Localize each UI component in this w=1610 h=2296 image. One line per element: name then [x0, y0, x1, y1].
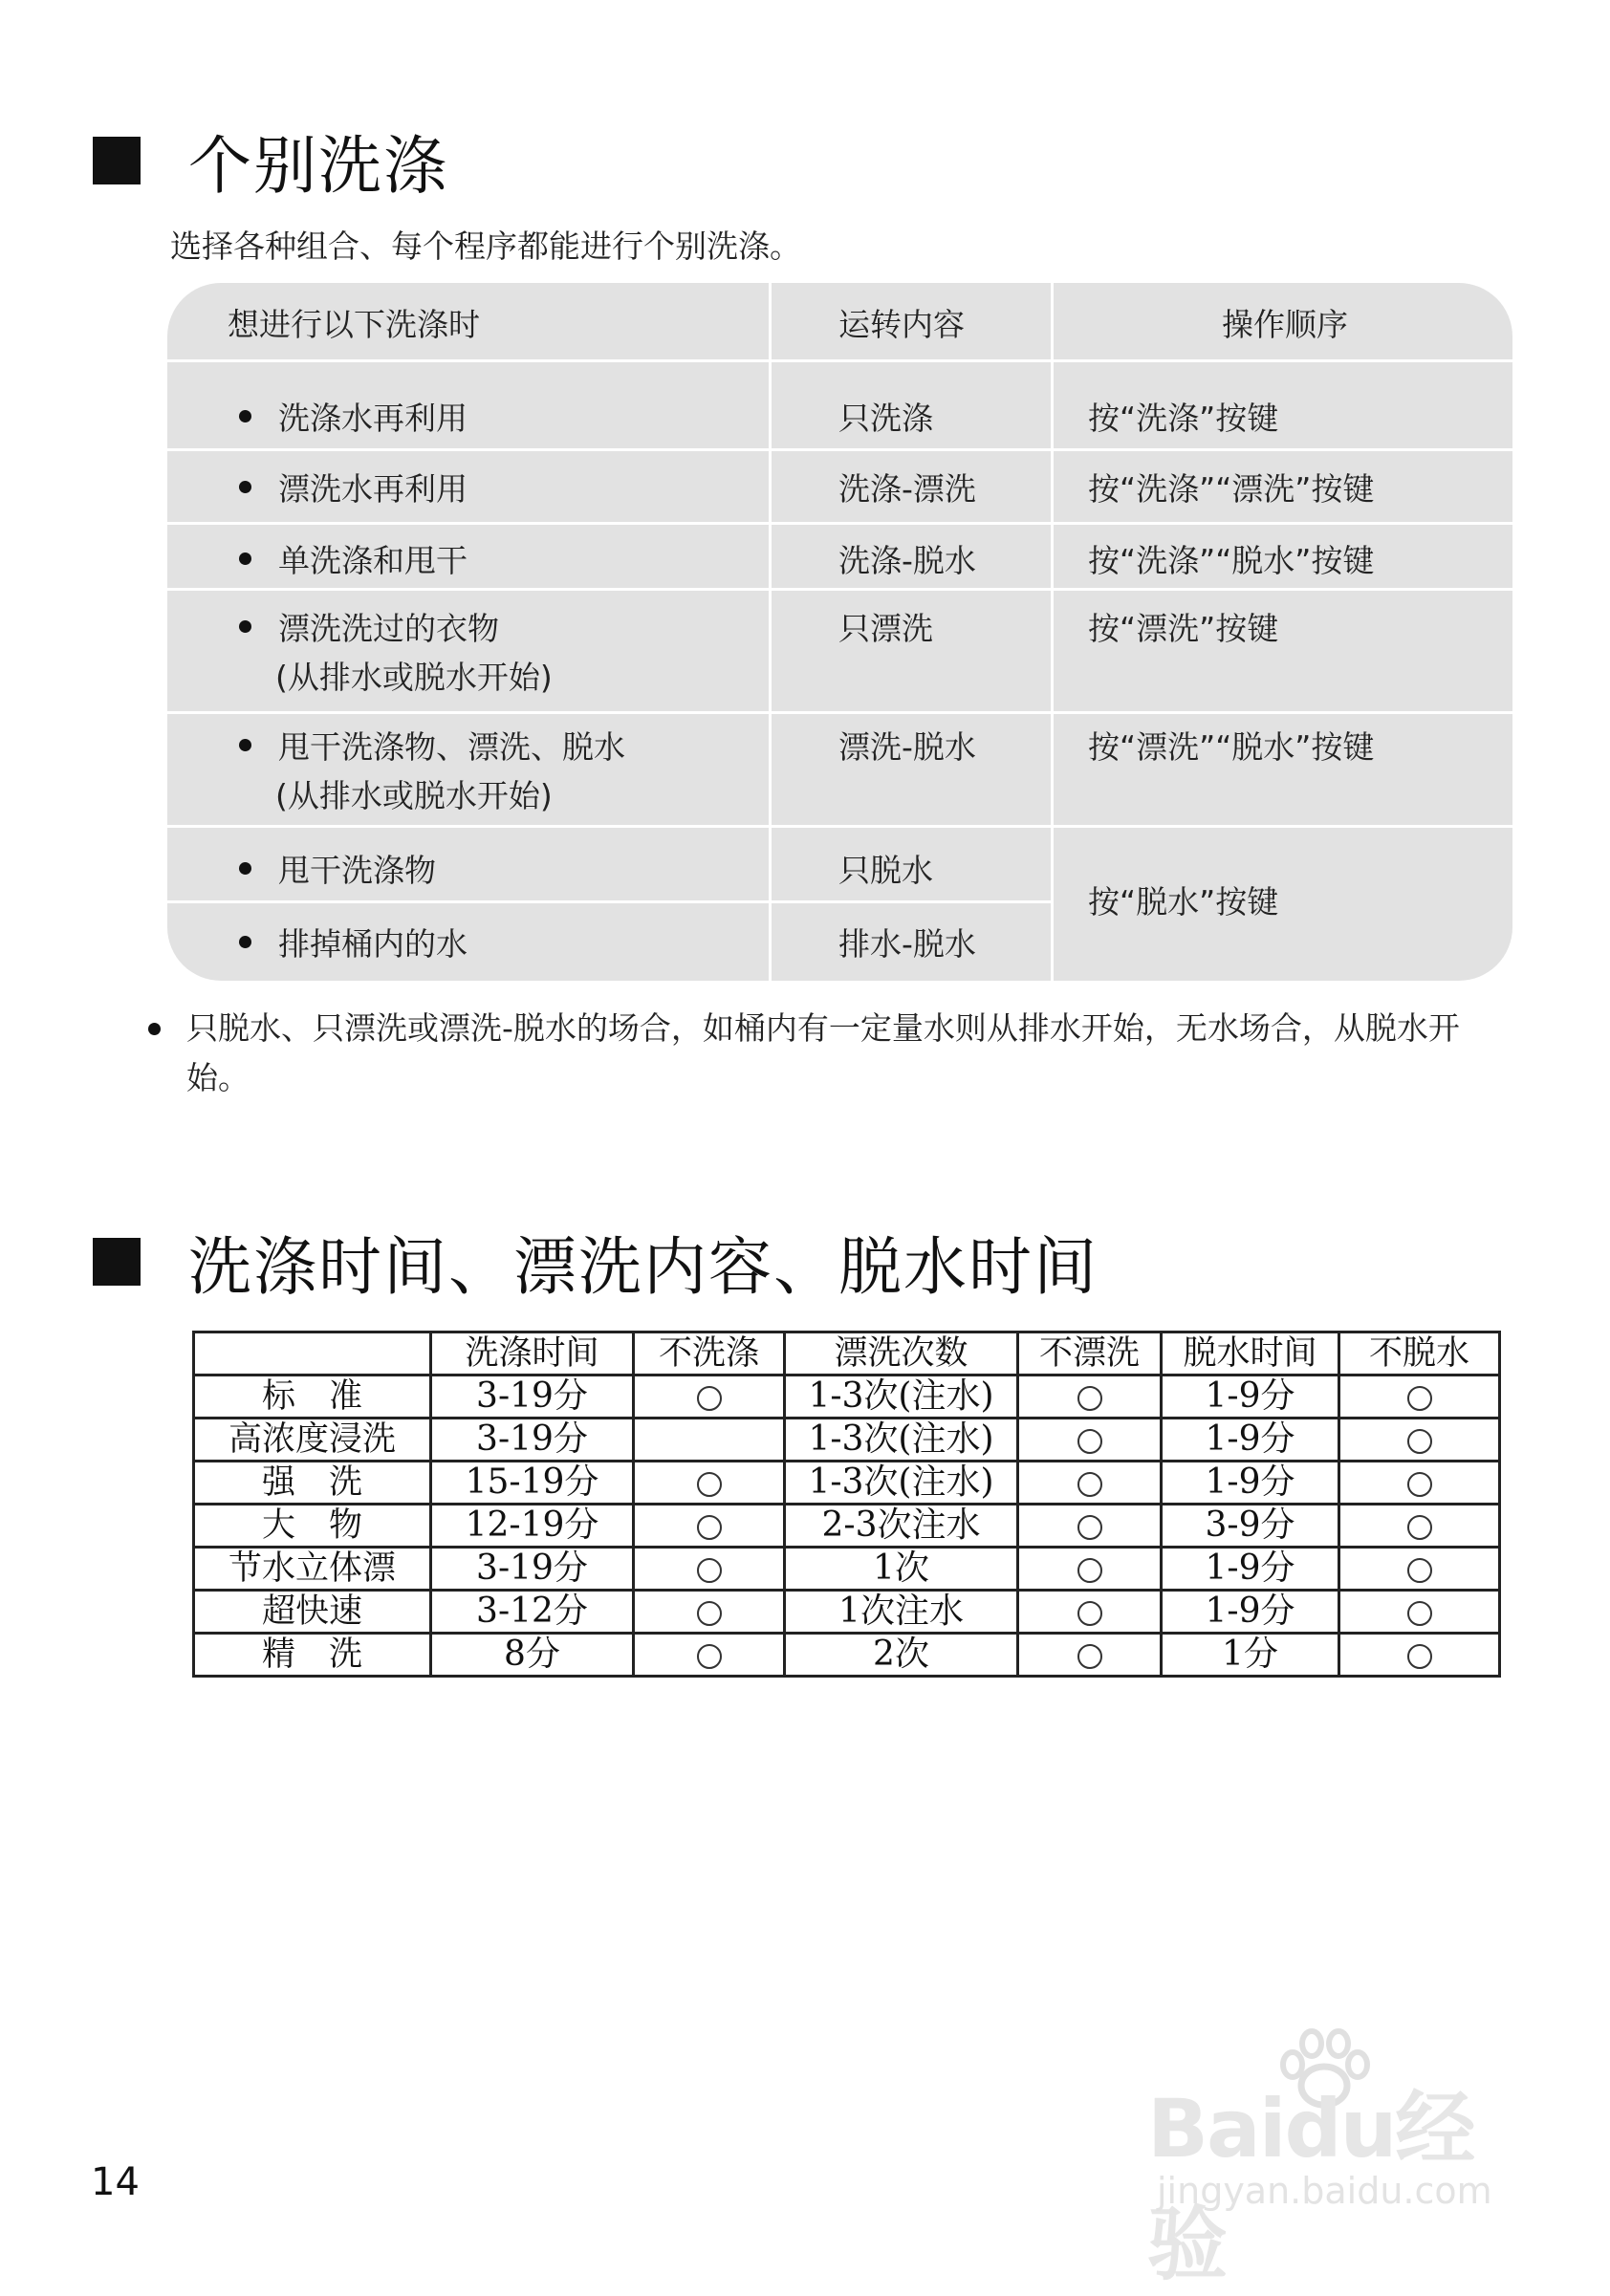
program-name: 节水立体漂 — [194, 1548, 431, 1591]
circle-icon — [1407, 1601, 1432, 1626]
row-content: 排水-脱水 — [838, 925, 976, 963]
no-rinse-mark — [1018, 1591, 1162, 1634]
row-divider — [167, 825, 1512, 828]
circle-icon — [697, 1644, 722, 1669]
no-wash-mark — [634, 1419, 785, 1462]
no-spin-mark — [1339, 1419, 1500, 1462]
header-operation: 操作顺序 — [1222, 306, 1348, 343]
bullet-icon — [239, 620, 251, 633]
spin-time: 1-9分 — [1162, 1591, 1339, 1634]
bullet-icon — [239, 410, 251, 422]
program-name: 大 物 — [194, 1505, 431, 1548]
row-operation: 按“脱水”按键 — [1088, 883, 1279, 921]
row-what — [239, 394, 468, 439]
circle-icon — [1407, 1558, 1432, 1583]
circle-icon — [697, 1515, 722, 1540]
no-spin-mark — [1339, 1548, 1500, 1591]
header-what: 想进行以下洗涤时 — [228, 306, 480, 343]
row-divider — [167, 522, 1512, 525]
row-what-text: 漂洗水再利用 — [278, 470, 468, 508]
row-divider — [167, 711, 1512, 714]
row-what-text: 洗涤水再利用 — [278, 400, 468, 437]
no-wash-mark — [634, 1375, 785, 1419]
section-intro: 选择各种组合、每个程序都能进行个别洗涤。 — [170, 227, 801, 265]
row-what-text: 甩干洗涤物、漂洗、脱水 — [278, 728, 625, 766]
section-heading-times — [93, 1216, 1099, 1307]
circle-icon — [1077, 1429, 1102, 1454]
row-what-sub: (从排水或脱水开始) — [275, 659, 553, 696]
footnote-text: 只脱水、只漂洗或漂洗-脱水的场合，如桶内有一定量水则从排水开始，无水场合，从脱水开始。 — [186, 1009, 1460, 1096]
table-header-row — [194, 1332, 1500, 1375]
circle-icon — [697, 1558, 722, 1583]
no-rinse-mark — [1018, 1548, 1162, 1591]
watermark — [1147, 2026, 1530, 2291]
header-rinse-count: 漂洗次数 — [785, 1332, 1018, 1375]
row-what — [239, 465, 468, 509]
row-content: 只脱水 — [838, 852, 933, 889]
row-content: 只漂洗 — [838, 610, 933, 647]
watermark-main: Baidu经验 — [1147, 2082, 1474, 2291]
spin-time: 1-9分 — [1162, 1419, 1339, 1462]
row-what-text: 漂洗洗过的衣物 — [278, 610, 499, 647]
program-name: 超快速 — [194, 1591, 431, 1634]
no-wash-mark — [634, 1591, 785, 1634]
wash-time: 8分 — [431, 1634, 634, 1677]
table-row — [194, 1505, 1500, 1548]
no-rinse-mark — [1018, 1634, 1162, 1677]
no-rinse-mark — [1018, 1462, 1162, 1505]
row-what — [239, 536, 468, 581]
program-name: 高浓度浸洗 — [194, 1419, 431, 1462]
rinse-count: 1次 — [785, 1548, 1018, 1591]
watermark-sub: jingyan.baidu.com — [1157, 2170, 1492, 2212]
table-row — [194, 1419, 1500, 1462]
wash-time: 3-19分 — [431, 1375, 634, 1419]
header-content: 运转内容 — [838, 306, 965, 343]
row-content: 只洗涤 — [838, 400, 933, 437]
row-what-text: 排掉桶内的水 — [278, 925, 468, 963]
circle-icon — [1077, 1601, 1102, 1626]
program-name: 精 洗 — [194, 1634, 431, 1677]
spin-time: 1-9分 — [1162, 1462, 1339, 1505]
no-spin-mark — [1339, 1591, 1500, 1634]
no-rinse-mark — [1018, 1375, 1162, 1419]
bullet-icon — [239, 552, 251, 565]
circle-icon — [1407, 1515, 1432, 1540]
circle-icon — [697, 1386, 722, 1411]
rinse-count: 2-3次注水 — [785, 1505, 1018, 1548]
no-wash-mark — [634, 1505, 785, 1548]
spin-time: 1分 — [1162, 1634, 1339, 1677]
circle-icon — [1077, 1558, 1102, 1583]
row-divider — [167, 588, 1512, 591]
circle-icon — [1077, 1472, 1102, 1497]
circle-icon — [1077, 1644, 1102, 1669]
row-what — [239, 920, 468, 964]
heading-square-icon — [93, 1238, 141, 1286]
no-spin-mark — [1339, 1634, 1500, 1677]
wash-time: 15-19分 — [431, 1462, 634, 1505]
wash-time: 3-12分 — [431, 1591, 634, 1634]
section-heading-individual-wash — [93, 115, 448, 206]
program-name: 标 准 — [194, 1375, 431, 1419]
circle-icon — [1407, 1472, 1432, 1497]
row-what — [239, 846, 436, 891]
row-what — [239, 604, 499, 649]
header-program — [194, 1332, 431, 1375]
row-operation: 按“漂洗”按键 — [1088, 610, 1279, 647]
column-divider — [769, 283, 772, 981]
footnote — [148, 1004, 1487, 1103]
row-divider — [167, 448, 1512, 451]
no-spin-mark — [1339, 1375, 1500, 1419]
heading-square-icon — [93, 137, 141, 184]
row-divider — [167, 900, 1051, 903]
program-name: 强 洗 — [194, 1462, 431, 1505]
rinse-count: 1-3次(注水) — [785, 1375, 1018, 1419]
row-what-sub: (从排水或脱水开始) — [275, 777, 553, 814]
bullet-icon — [239, 481, 251, 493]
bullet-icon — [239, 936, 251, 948]
circle-icon — [1407, 1386, 1432, 1411]
row-operation: 按“漂洗”“脱水”按键 — [1088, 728, 1375, 766]
row-what-text: 单洗涤和甩干 — [278, 542, 468, 579]
bullet-icon — [239, 739, 251, 751]
header-no-spin: 不脱水 — [1339, 1332, 1500, 1375]
table-row — [194, 1591, 1500, 1634]
section-title: 个别洗涤 — [188, 129, 448, 203]
row-divider — [167, 359, 1512, 362]
circle-icon — [697, 1601, 722, 1626]
row-content: 漂洗-脱水 — [838, 728, 976, 766]
rinse-count: 2次 — [785, 1634, 1018, 1677]
header-no-rinse: 不漂洗 — [1018, 1332, 1162, 1375]
row-operation: 按“洗涤”“脱水”按键 — [1088, 542, 1375, 579]
no-rinse-mark — [1018, 1505, 1162, 1548]
spin-time: 1-9分 — [1162, 1548, 1339, 1591]
no-spin-mark — [1339, 1505, 1500, 1548]
table-row — [194, 1375, 1500, 1419]
no-wash-mark — [634, 1462, 785, 1505]
row-content: 洗涤-漂洗 — [838, 470, 976, 508]
row-what-text: 甩干洗涤物 — [278, 852, 436, 889]
no-wash-mark — [634, 1548, 785, 1591]
section-title: 洗涤时间、漂洗内容、脱水时间 — [188, 1230, 1099, 1304]
circle-icon — [1407, 1644, 1432, 1669]
row-operation: 按“洗涤”按键 — [1088, 400, 1279, 437]
bullet-icon — [148, 1023, 161, 1035]
spin-time: 3-9分 — [1162, 1505, 1339, 1548]
page-number: 14 — [91, 2160, 140, 2204]
row-operation: 按“洗涤”“漂洗”按键 — [1088, 470, 1375, 508]
rinse-count: 1次注水 — [785, 1591, 1018, 1634]
row-what — [239, 723, 625, 768]
wash-time: 12-19分 — [431, 1505, 634, 1548]
program-times-table — [192, 1331, 1501, 1678]
header-spin-time: 脱水时间 — [1162, 1332, 1339, 1375]
wash-time: 3-19分 — [431, 1548, 634, 1591]
wash-time: 3-19分 — [431, 1419, 634, 1462]
table-row — [194, 1634, 1500, 1677]
circle-icon — [1077, 1386, 1102, 1411]
header-no-wash: 不洗涤 — [634, 1332, 785, 1375]
circle-icon — [1077, 1515, 1102, 1540]
no-spin-mark — [1339, 1462, 1500, 1505]
circle-icon — [1407, 1429, 1432, 1454]
no-rinse-mark — [1018, 1419, 1162, 1462]
rinse-count: 1-3次(注水) — [785, 1462, 1018, 1505]
bullet-icon — [239, 862, 251, 875]
circle-icon — [697, 1472, 722, 1497]
column-divider — [1051, 283, 1054, 981]
rinse-count: 1-3次(注水) — [785, 1419, 1018, 1462]
row-content: 洗涤-脱水 — [838, 542, 976, 579]
no-wash-mark — [634, 1634, 785, 1677]
table-row — [194, 1462, 1500, 1505]
header-wash-time: 洗涤时间 — [431, 1332, 634, 1375]
individual-wash-table — [167, 283, 1512, 981]
spin-time: 1-9分 — [1162, 1375, 1339, 1419]
table-row — [194, 1548, 1500, 1591]
